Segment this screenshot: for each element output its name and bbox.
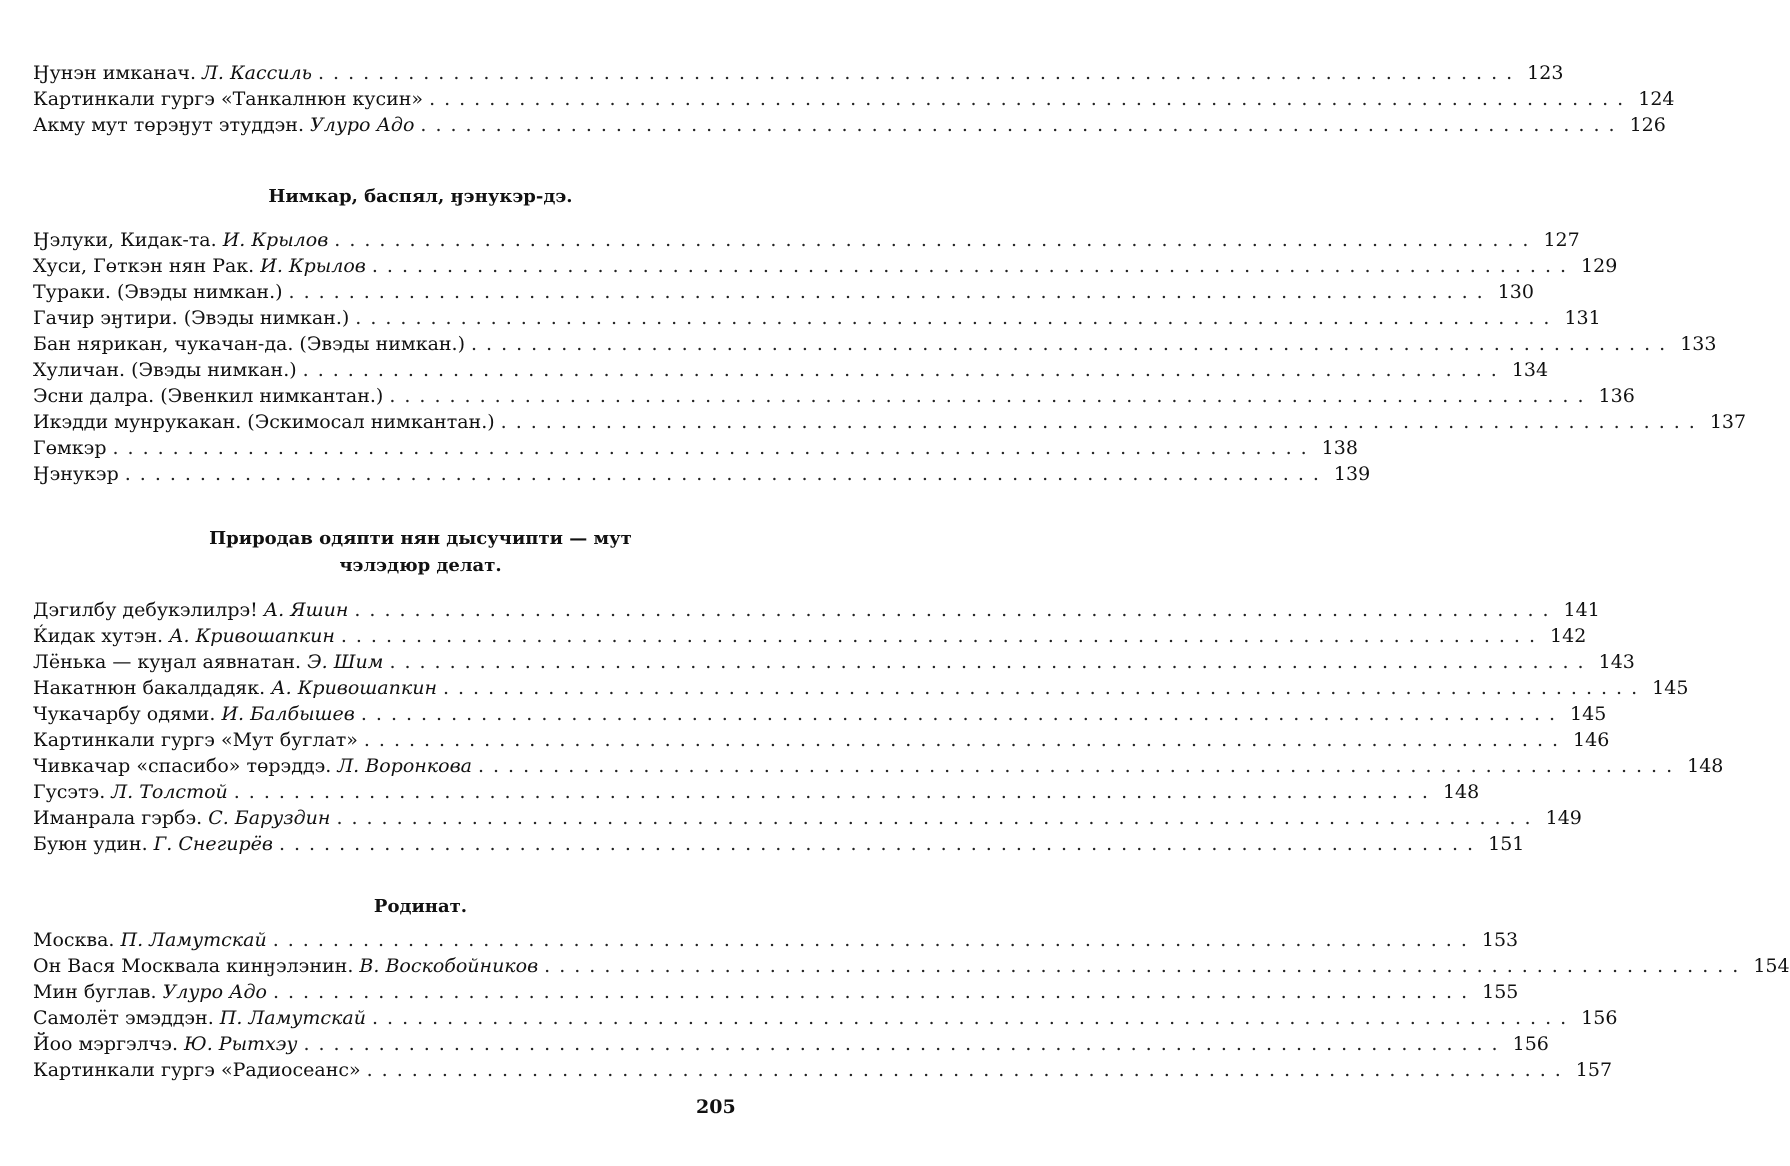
- dot-leader: ................................................................................: [317, 62, 1522, 84]
- entry-page: 130: [1497, 281, 1534, 303]
- entry-title: Картинкали гургэ «Танкалнюн кусин»: [33, 88, 424, 110]
- entry-title: Он Вася Москвала кинӈэлэнин. В. Воскобойников: [33, 955, 539, 977]
- entry-page: 134: [1511, 359, 1549, 381]
- section-heading: Родинат.: [373, 896, 468, 917]
- entry-title: Йоо мэргэлчэ. Ю. Рытхэу: [33, 1033, 298, 1055]
- entry-page: 153: [1481, 929, 1519, 951]
- entry-page: 156: [1581, 1007, 1618, 1029]
- toc-entry: [33, 383, 1635, 409]
- toc-entry: [33, 623, 1587, 649]
- entry-page: 136: [1598, 385, 1635, 407]
- toc-section-1: [33, 227, 1747, 487]
- section-heading: Природав одяпти нян дысучипти — мут: [209, 528, 632, 549]
- dot-leader: ................................................................................: [124, 463, 1328, 485]
- entry-title: Самолёт эмэддэн. П. Ламутскай: [33, 1007, 366, 1029]
- dot-leader: ................................................................................: [233, 781, 1437, 803]
- toc-entry: [33, 1057, 1613, 1083]
- entry-page: 129: [1581, 255, 1618, 277]
- entry-title: Бан нярикан, чукачан-да. (Эвэды нимкан.): [33, 333, 466, 355]
- toc-entry: [33, 753, 1724, 779]
- entry-page: 145: [1652, 677, 1689, 699]
- entry-page: 148: [1442, 781, 1480, 803]
- dot-leader: ................................................................................: [363, 729, 1568, 751]
- entry-title: Ӈунэн имканач. Л. Кассиль: [33, 62, 312, 84]
- toc-entry: [33, 649, 1635, 675]
- entry-title: Хуличан. (Эвэды нимкан.): [33, 359, 297, 381]
- dot-leader: ................................................................................: [336, 807, 1540, 829]
- entry-title: Эсни далра. (Эвенкил нимкантан.): [33, 385, 384, 407]
- dot-leader: ................................................................................: [112, 437, 1316, 459]
- toc-entry: [33, 86, 1675, 112]
- entry-page: 149: [1545, 807, 1582, 829]
- entry-page: 137: [1709, 411, 1747, 433]
- entry-title: Гөмкэр: [33, 437, 107, 459]
- dot-leader: ................................................................................: [288, 281, 1492, 303]
- page-number: 205: [696, 1096, 736, 1118]
- entry-page: 133: [1680, 333, 1717, 355]
- toc-section-2: [33, 597, 1724, 857]
- entry-title: Картинкали гургэ «Мут буглат»: [33, 729, 358, 751]
- toc-entry: [33, 701, 1607, 727]
- entry-title: Чукачарбу одями. И. Балбышев: [33, 703, 355, 725]
- entry-title: Гачир эӈтири. (Эвэды нимкан.): [33, 307, 350, 329]
- entry-title: Москва. П. Ламутскай: [33, 929, 267, 951]
- dot-leader: ................................................................................: [471, 333, 1675, 355]
- toc-entry: [33, 1005, 1618, 1031]
- toc-section-0: [33, 60, 1675, 138]
- entry-page: 141: [1563, 599, 1600, 621]
- entry-page: 142: [1550, 625, 1587, 647]
- entry-title: Буюн удин. Г. Снегирёв: [33, 833, 273, 855]
- toc-entry: [33, 1031, 1549, 1057]
- dot-leader: ................................................................................: [544, 955, 1748, 977]
- toc-entry: [33, 435, 1358, 461]
- entry-title: Чивкачар «спасибо» төрэддэ. Л. Воронкова: [33, 755, 472, 777]
- entry-title: Накатнюн бакалдадяк. А. Кривошапкин: [33, 677, 437, 699]
- dot-leader: ................................................................................: [334, 229, 1538, 251]
- toc-section-3: [33, 927, 1790, 1083]
- entry-page: 131: [1564, 307, 1601, 329]
- toc-entry: [33, 253, 1618, 279]
- dot-leader: ................................................................................: [360, 703, 1565, 725]
- entry-title: Ќидак хутэн. А. Кривошапкин: [33, 625, 335, 647]
- entry-title: Картинкали гургэ «Радиосеанс»: [33, 1059, 361, 1081]
- entry-page: 148: [1687, 755, 1724, 777]
- entry-page: 127: [1543, 229, 1580, 251]
- toc-entry: [33, 112, 1666, 138]
- toc-entry: [33, 279, 1534, 305]
- entry-page: 155: [1482, 981, 1519, 1003]
- entry-page: 156: [1512, 1033, 1549, 1055]
- toc-entry: [33, 953, 1790, 979]
- entry-title: Иманрала гэрбэ. С. Баруздин: [33, 807, 331, 829]
- entry-page: 145: [1570, 703, 1607, 725]
- entry-title: Акму мут төрэӈут этуддэн. Улуро Адо: [33, 114, 415, 136]
- dot-leader: ................................................................................: [429, 88, 1633, 110]
- toc-entry: [33, 805, 1582, 831]
- entry-title: Гусэтэ. Л. Толстой: [33, 781, 228, 803]
- dot-leader: ................................................................................: [272, 929, 1476, 951]
- entry-page: 143: [1598, 651, 1635, 673]
- toc-entry: [33, 979, 1519, 1005]
- dot-leader: ................................................................................: [366, 1059, 1570, 1081]
- entry-title: Дэгилбу дебукэлилрэ! А. Яшин: [33, 599, 349, 621]
- toc-entry: [33, 409, 1747, 435]
- dot-leader: ................................................................................: [442, 677, 1647, 699]
- dot-leader: ................................................................................: [272, 981, 1477, 1003]
- dot-leader: ................................................................................: [389, 651, 1593, 673]
- dot-leader: ................................................................................: [355, 307, 1559, 329]
- entry-page: 123: [1527, 62, 1564, 84]
- toc-entry: [33, 831, 1525, 857]
- entry-title: Хуси, Гөткэн нян Рак. И. Крылов: [33, 255, 366, 277]
- toc-entry: [33, 357, 1549, 383]
- entry-page: 124: [1638, 88, 1675, 110]
- dot-leader: ................................................................................: [340, 625, 1545, 647]
- dot-leader: ................................................................................: [500, 411, 1704, 433]
- entry-page: 138: [1321, 437, 1358, 459]
- dot-leader: ................................................................................: [371, 1007, 1576, 1029]
- toc-entry: [33, 227, 1580, 253]
- entry-page: 146: [1573, 729, 1610, 751]
- dot-leader: ................................................................................: [302, 359, 1506, 381]
- toc-entry: [33, 60, 1564, 86]
- dot-leader: ................................................................................: [303, 1033, 1507, 1055]
- toc-entry: [33, 927, 1519, 953]
- toc-entry: [33, 779, 1480, 805]
- entry-page: 154: [1753, 955, 1790, 977]
- entry-title: Мин буглав. Улуро Адо: [33, 981, 267, 1003]
- dot-leader: ................................................................................: [278, 833, 1483, 855]
- toc-entry: [33, 331, 1717, 357]
- toc-entry: [33, 675, 1689, 701]
- dot-leader: ................................................................................: [420, 114, 1624, 136]
- entry-title: Ӈэнукэр: [33, 463, 119, 485]
- entry-page: 157: [1575, 1059, 1613, 1081]
- dot-leader: ................................................................................: [389, 385, 1593, 407]
- section-heading: Нимкар, баспял, ӈэнукэр-дэ.: [268, 186, 573, 207]
- entry-title: Икэдди мунрукакан. (Эскимосал нимкантан.): [33, 411, 495, 433]
- entry-title: Лёнька — куӈал аявнатан. Э. Шим: [33, 651, 384, 673]
- section-heading: чэлэдюр делат.: [339, 555, 502, 576]
- entry-title: Ӈэлуки, Кидак-та. И. Крылов: [33, 229, 329, 251]
- toc-entry: [33, 727, 1610, 753]
- dot-leader: ................................................................................: [477, 755, 1682, 777]
- dot-leader: ................................................................................: [371, 255, 1576, 277]
- toc-entry: [33, 461, 1371, 487]
- dot-leader: ................................................................................: [354, 599, 1558, 621]
- entry-page: 151: [1488, 833, 1525, 855]
- entry-title: Тураки. (Эвэды нимкан.): [33, 281, 283, 303]
- entry-page: 139: [1333, 463, 1371, 485]
- entry-page: 126: [1629, 114, 1666, 136]
- toc-entry: [33, 597, 1600, 623]
- toc-entry: [33, 305, 1601, 331]
